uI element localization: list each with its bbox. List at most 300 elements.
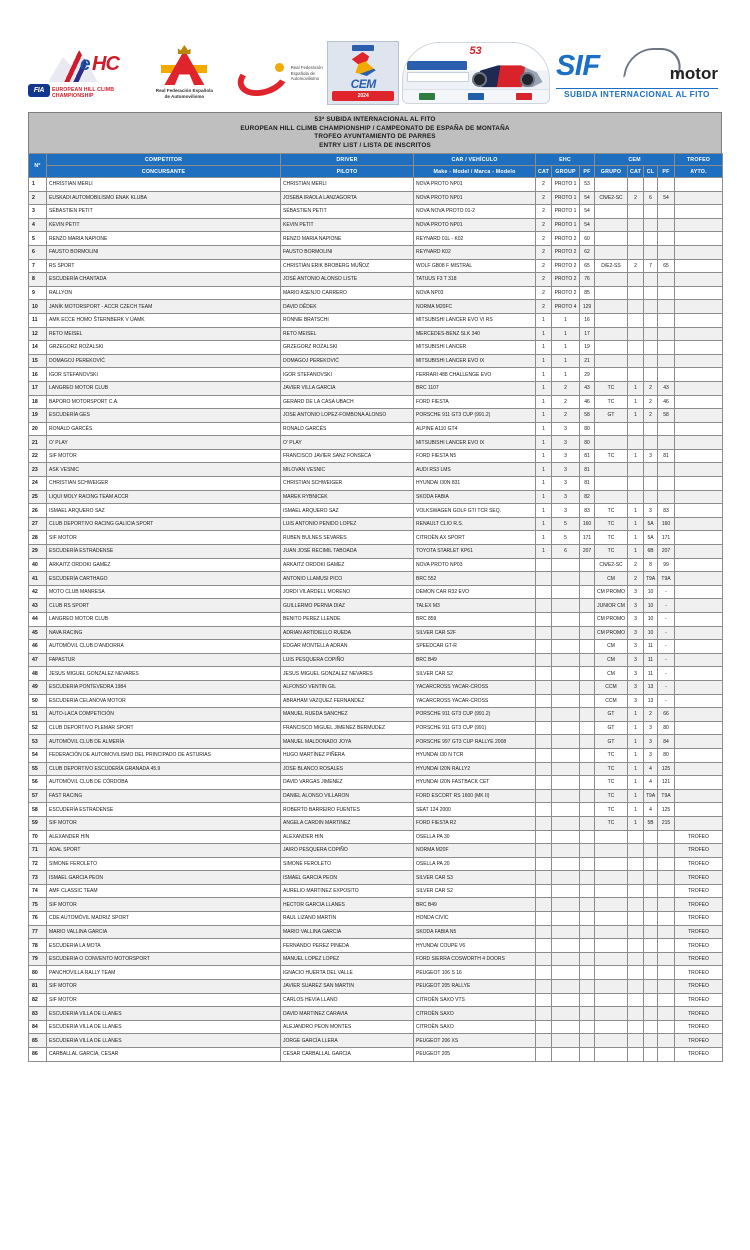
cell-cem-cat: 2 bbox=[628, 558, 644, 572]
cell-n: 80 bbox=[29, 966, 47, 980]
cell-cem-cl bbox=[644, 1048, 658, 1062]
cell-cem-grupo bbox=[595, 830, 628, 844]
cell-n: 40 bbox=[29, 558, 47, 572]
cell-cem-cat bbox=[628, 844, 644, 858]
cell-competitor: ISMAEL ARQUERO SAZ bbox=[47, 504, 281, 518]
swoosh-icon bbox=[233, 54, 293, 102]
entry-list-table bbox=[28, 153, 723, 1062]
cell-cem-cat: 1 bbox=[628, 504, 644, 518]
cell-trofeo: TROFEO bbox=[675, 884, 723, 898]
cell-competitor: AUTOMÒVIL CLUB D'ANDORRA bbox=[47, 640, 281, 654]
cell-ehc-group: 2 bbox=[552, 395, 580, 409]
cell-n: 18 bbox=[29, 395, 47, 409]
cem-badge-year: 2024 bbox=[357, 93, 369, 99]
cell-competitor: AUTOMÓVIL CLUB DE ALMERÍA bbox=[47, 735, 281, 749]
cell-cem-cat bbox=[628, 898, 644, 912]
cell-trofeo bbox=[675, 517, 723, 531]
cell-competitor: JESUS MIGUEL GONZALEZ NEVARES bbox=[47, 667, 281, 681]
swoosh-dot-icon bbox=[275, 63, 284, 72]
cell-driver: IGOR STEFANOVSKI bbox=[281, 368, 414, 382]
cell-driver: JOSE BLANCO ROSALES bbox=[281, 762, 414, 776]
cell-cem-grupo bbox=[595, 300, 628, 314]
cell-cem-pf: 171 bbox=[658, 531, 675, 545]
cell-ehc-pf: 81 bbox=[580, 477, 595, 491]
cell-n: 6 bbox=[29, 245, 47, 259]
cell-car: AUDI RS3 LMS bbox=[414, 463, 536, 477]
cell-cem-grupo bbox=[595, 1007, 628, 1021]
cell-competitor: CLUB DEPORTIVO ESCUDERÍA GRANADA 45.9 bbox=[47, 762, 281, 776]
table-row bbox=[29, 844, 723, 858]
cell-ehc-cat bbox=[536, 613, 552, 627]
cell-ehc-pf bbox=[580, 721, 595, 735]
cell-trofeo: TROFEO bbox=[675, 1007, 723, 1021]
cell-ehc-cat bbox=[536, 1007, 552, 1021]
cell-cem-cat bbox=[628, 218, 644, 232]
cell-cem-pf: 80 bbox=[658, 721, 675, 735]
cell-driver: AURELIO MARTINEZ EXPOSITO bbox=[281, 884, 414, 898]
cell-cem-cat: 3 bbox=[628, 680, 644, 694]
cell-competitor: CLUB DEPORTIVO PLEMAR SPORT bbox=[47, 721, 281, 735]
cell-cem-grupo bbox=[595, 980, 628, 994]
cell-cem-cl: 6 bbox=[644, 191, 658, 205]
cell-cem-pf: - bbox=[658, 599, 675, 613]
cell-cem-pf bbox=[658, 844, 675, 858]
cell-cem-pf: - bbox=[658, 626, 675, 640]
cell-car: NOVA PROTO NP03 bbox=[414, 558, 536, 572]
cell-trofeo bbox=[675, 341, 723, 355]
cell-cem-cl: 5A bbox=[644, 517, 658, 531]
cell-car: HONDA CIVIC bbox=[414, 912, 536, 926]
cell-car: SKODA FABIA N5 bbox=[414, 925, 536, 939]
table-row bbox=[29, 966, 723, 980]
table-row bbox=[29, 748, 723, 762]
cell-trofeo bbox=[675, 409, 723, 423]
cell-driver: RENZO MARIA NAPIONE bbox=[281, 232, 414, 246]
cell-driver: JAVIER VILLA GARCIA bbox=[281, 381, 414, 395]
cell-n: 74 bbox=[29, 884, 47, 898]
cell-car: BRC B49 bbox=[414, 898, 536, 912]
table-row bbox=[29, 735, 723, 749]
cell-n: 21 bbox=[29, 436, 47, 450]
cell-cem-cl: 10 bbox=[644, 585, 658, 599]
cem-badge-bar bbox=[332, 91, 394, 101]
cem-wordmark: CEM bbox=[350, 77, 376, 91]
cell-car: BRC B49 bbox=[414, 653, 536, 667]
cell-ehc-cat: 2 bbox=[536, 218, 552, 232]
cell-cem-grupo: CN/E2-SC bbox=[595, 558, 628, 572]
cell-competitor: RETO MEISEL bbox=[47, 327, 281, 341]
federation-swoosh-logo bbox=[233, 53, 325, 93]
table-row bbox=[29, 313, 723, 327]
col-header-driver-en: DRIVER bbox=[281, 154, 414, 166]
cell-ehc-group: 3 bbox=[552, 463, 580, 477]
cell-cem-cl: 4 bbox=[644, 762, 658, 776]
cell-driver: ADRIAN ARTIDIELLO RUEDA bbox=[281, 626, 414, 640]
cell-driver: O' PLAY bbox=[281, 436, 414, 450]
cell-trofeo: TROFEO bbox=[675, 857, 723, 871]
cell-ehc-group: 3 bbox=[552, 477, 580, 491]
cell-ehc-group: 1 bbox=[552, 313, 580, 327]
cell-trofeo: TROFEO bbox=[675, 980, 723, 994]
cell-cem-grupo bbox=[595, 857, 628, 871]
cell-n: 25 bbox=[29, 490, 47, 504]
cell-cem-grupo bbox=[595, 939, 628, 953]
cell-competitor: ESCUDERIA VILLA DE LLANES bbox=[47, 1007, 281, 1021]
table-row bbox=[29, 762, 723, 776]
cell-n: 53 bbox=[29, 735, 47, 749]
cell-cem-pf: - bbox=[658, 694, 675, 708]
cell-ehc-cat bbox=[536, 626, 552, 640]
cell-ehc-pf bbox=[580, 1048, 595, 1062]
cell-ehc-group bbox=[552, 776, 580, 790]
swoosh-caption: Real Federación Española de Automovilismo bbox=[290, 65, 323, 81]
cell-cem-cat bbox=[628, 830, 644, 844]
cell-car: MITSUBISHI LANCER EVO IX bbox=[414, 354, 536, 368]
cem-top-bar bbox=[352, 45, 374, 51]
cell-cem-cl: 3 bbox=[644, 721, 658, 735]
table-row bbox=[29, 504, 723, 518]
cell-cem-grupo: CCM bbox=[595, 680, 628, 694]
cell-cem-cat: 2 bbox=[628, 259, 644, 273]
cell-ehc-cat: 2 bbox=[536, 205, 552, 219]
cell-cem-grupo: CM PROMO bbox=[595, 613, 628, 627]
cell-cem-grupo: TC bbox=[595, 776, 628, 790]
table-row bbox=[29, 409, 723, 423]
cell-cem-cl: 3 bbox=[644, 735, 658, 749]
cell-ehc-cat bbox=[536, 993, 552, 1007]
cell-cem-cl bbox=[644, 952, 658, 966]
cell-cem-grupo: TC bbox=[595, 531, 628, 545]
cell-competitor: CDE AUTOMÓVIL MADRIZ SPORT bbox=[47, 912, 281, 926]
cell-cem-pf: - bbox=[658, 667, 675, 681]
table-row bbox=[29, 871, 723, 885]
table-row bbox=[29, 558, 723, 572]
cell-trofeo bbox=[675, 613, 723, 627]
cell-competitor: ESCUDERÍA ESTRADENSE bbox=[47, 803, 281, 817]
cell-ehc-pf: 17 bbox=[580, 327, 595, 341]
cell-cem-cat: 1 bbox=[628, 748, 644, 762]
cell-ehc-pf: 129 bbox=[580, 300, 595, 314]
cell-ehc-group bbox=[552, 599, 580, 613]
cell-trofeo bbox=[675, 381, 723, 395]
sif-wordmark: SIF bbox=[555, 50, 600, 82]
cell-ehc-group bbox=[552, 558, 580, 572]
cell-driver: JORGE GARCÍA LLERA bbox=[281, 1034, 414, 1048]
cell-cem-cat bbox=[628, 1034, 644, 1048]
cell-competitor: SIF MOTOR bbox=[47, 531, 281, 545]
cell-n: 55 bbox=[29, 762, 47, 776]
cell-n: 52 bbox=[29, 721, 47, 735]
cell-car: MITSUBISHI LANCER bbox=[414, 341, 536, 355]
cell-ehc-pf bbox=[580, 599, 595, 613]
cell-trofeo bbox=[675, 354, 723, 368]
title-line-trophy: TROFEO AYUNTAMIENTO DE PARRES bbox=[314, 133, 436, 141]
cell-cem-grupo bbox=[595, 354, 628, 368]
cell-competitor: O' PLAY bbox=[47, 436, 281, 450]
cell-ehc-group: 3 bbox=[552, 422, 580, 436]
cell-ehc-pf: 60 bbox=[580, 232, 595, 246]
cell-competitor: IGOR STEFANOVSKI bbox=[47, 368, 281, 382]
cell-competitor: ESCUDERÍA CHANTADA bbox=[47, 273, 281, 287]
cell-competitor: ESCUDERIA O CONVENTO MOTORSPORT bbox=[47, 952, 281, 966]
cell-ehc-group: PROTO 1 bbox=[552, 218, 580, 232]
cell-ehc-pf: 171 bbox=[580, 531, 595, 545]
table-row bbox=[29, 694, 723, 708]
cell-n: 41 bbox=[29, 572, 47, 586]
cell-trofeo bbox=[675, 449, 723, 463]
cell-cem-cl bbox=[644, 341, 658, 355]
cell-car: RENAULT CLIO R.S. bbox=[414, 517, 536, 531]
cell-cem-cat bbox=[628, 313, 644, 327]
cell-ehc-cat bbox=[536, 898, 552, 912]
cell-cem-grupo: GT bbox=[595, 708, 628, 722]
cell-cem-cl bbox=[644, 205, 658, 219]
cell-driver: JOSÉ ANTONIO ALONSO LISTE bbox=[281, 273, 414, 287]
cell-competitor: SIF MOTOR bbox=[47, 816, 281, 830]
cell-cem-pf bbox=[658, 313, 675, 327]
cell-cem-cat: 1 bbox=[628, 721, 644, 735]
cell-cem-pf bbox=[658, 925, 675, 939]
cell-ehc-group: PROTO 2 bbox=[552, 245, 580, 259]
cell-n: 47 bbox=[29, 653, 47, 667]
cell-n: 50 bbox=[29, 694, 47, 708]
cell-ehc-cat: 1 bbox=[536, 545, 552, 559]
cell-cem-grupo bbox=[595, 341, 628, 355]
cell-driver: FRANCISCO JAVIER SANZ FONSECA bbox=[281, 449, 414, 463]
cell-trofeo: TROFEO bbox=[675, 993, 723, 1007]
cell-n: 4 bbox=[29, 218, 47, 232]
cell-driver: HECTOR GARCIA LLANES bbox=[281, 898, 414, 912]
cell-car: PEUGEOT 205 bbox=[414, 1048, 536, 1062]
cell-cem-cat: 1 bbox=[628, 789, 644, 803]
cell-ehc-cat bbox=[536, 844, 552, 858]
cell-ehc-pf bbox=[580, 844, 595, 858]
cell-car: PEUGEOT 206 XS bbox=[414, 1034, 536, 1048]
cell-trofeo bbox=[675, 572, 723, 586]
cell-ehc-group: PROTO 2 bbox=[552, 273, 580, 287]
col-header-trofeo: TROFEO bbox=[675, 154, 723, 166]
cell-cem-pf bbox=[658, 912, 675, 926]
cell-trofeo bbox=[675, 803, 723, 817]
cell-trofeo bbox=[675, 273, 723, 287]
cell-ehc-pf bbox=[580, 993, 595, 1007]
cell-car: NOVA PROTO NP01 bbox=[414, 178, 536, 192]
col-header-cem-cl: CL bbox=[644, 166, 658, 178]
cell-competitor: RALLYON bbox=[47, 286, 281, 300]
cell-cem-cat bbox=[628, 368, 644, 382]
cell-competitor: KEVIN PETIT bbox=[47, 218, 281, 232]
cell-competitor: SIF MOTOR bbox=[47, 898, 281, 912]
cell-competitor: SIMONE FEROLETO bbox=[47, 857, 281, 871]
cell-trofeo: TROFEO bbox=[675, 830, 723, 844]
cell-cem-cat: 3 bbox=[628, 640, 644, 654]
cell-ehc-group: 5 bbox=[552, 517, 580, 531]
table-row bbox=[29, 531, 723, 545]
cell-cem-pf bbox=[658, 300, 675, 314]
cell-cem-pf bbox=[658, 341, 675, 355]
cell-ehc-pf bbox=[580, 572, 595, 586]
cell-ehc-group: 5 bbox=[552, 531, 580, 545]
cell-trofeo bbox=[675, 205, 723, 219]
cell-car: MERCEDES-BENZ SLK 340 bbox=[414, 327, 536, 341]
cell-ehc-cat: 1 bbox=[536, 313, 552, 327]
cell-n: 17 bbox=[29, 381, 47, 395]
cell-car: CITROËN SAXO bbox=[414, 1020, 536, 1034]
cell-ehc-group bbox=[552, 613, 580, 627]
cell-ehc-cat bbox=[536, 599, 552, 613]
cell-n: 58 bbox=[29, 803, 47, 817]
table-row bbox=[29, 368, 723, 382]
cell-competitor: GRZEGORZ ROŻALSKI bbox=[47, 341, 281, 355]
cell-cem-cl bbox=[644, 1007, 658, 1021]
cell-cem-pf: 43 bbox=[658, 381, 675, 395]
cell-ehc-group bbox=[552, 1020, 580, 1034]
cell-cem-cat: 3 bbox=[628, 599, 644, 613]
sif-motor-text: motor bbox=[669, 64, 718, 83]
cell-ehc-group bbox=[552, 816, 580, 830]
cell-cem-pf: 84 bbox=[658, 735, 675, 749]
cell-car: HYUNDAI I20N RALLY2 bbox=[414, 762, 536, 776]
cell-cem-pf: - bbox=[658, 640, 675, 654]
cell-driver: ANGELA CARDIN MARTINEZ bbox=[281, 816, 414, 830]
cell-driver: CARLOS HEVIA LLANO bbox=[281, 993, 414, 1007]
cell-ehc-pf: 53 bbox=[580, 178, 595, 192]
cell-cem-grupo: GT bbox=[595, 409, 628, 423]
cell-cem-cl bbox=[644, 218, 658, 232]
cell-cem-pf: - bbox=[658, 653, 675, 667]
cell-cem-grupo bbox=[595, 313, 628, 327]
cell-driver: JOSEBA IRAOLA LANZAGORTA bbox=[281, 191, 414, 205]
cell-cem-cl: 13 bbox=[644, 694, 658, 708]
title-line-championship: EUROPEAN HILL CLIMB CHAMPIONSHIP / CAMPEONATO DE ESPAÑA DE MONTAÑA bbox=[240, 124, 510, 132]
cell-ehc-group bbox=[552, 980, 580, 994]
cell-driver: DAVID MARTINEZ CARAVIA bbox=[281, 1007, 414, 1021]
cell-ehc-pf: 43 bbox=[580, 381, 595, 395]
rfeda-caption: Real Federación Española de Automovilismo bbox=[155, 88, 213, 99]
cell-car: SKODA FABIA bbox=[414, 490, 536, 504]
table-row bbox=[29, 191, 723, 205]
table-row bbox=[29, 422, 723, 436]
cell-trofeo bbox=[675, 286, 723, 300]
table-row bbox=[29, 517, 723, 531]
cell-driver: LUIS ANTONIO PENIDO LOPEZ bbox=[281, 517, 414, 531]
cell-car: REYNARD 01L - K02 bbox=[414, 232, 536, 246]
cell-ehc-pf: 160 bbox=[580, 517, 595, 531]
sif-subtitle: SUBIDA INTERNACIONAL AL FITO bbox=[564, 90, 710, 99]
table-row bbox=[29, 354, 723, 368]
cell-n: 75 bbox=[29, 898, 47, 912]
cell-ehc-cat bbox=[536, 721, 552, 735]
ehc-subtitle: EUROPEAN HILL CLIMB CHAMPIONSHIP bbox=[52, 87, 115, 99]
cell-cem-cat bbox=[628, 354, 644, 368]
cell-trofeo bbox=[675, 694, 723, 708]
cell-car: BRC 552 bbox=[414, 572, 536, 586]
cell-cem-pf bbox=[658, 273, 675, 287]
cell-cem-pf bbox=[658, 327, 675, 341]
col-header-ehc: EHC bbox=[536, 154, 595, 166]
cell-trofeo: TROFEO bbox=[675, 952, 723, 966]
cell-cem-cat: 1 bbox=[628, 545, 644, 559]
cell-ehc-pf: 16 bbox=[580, 313, 595, 327]
cell-competitor: AUTO-LACA COMPETICIÓN bbox=[47, 708, 281, 722]
cell-n: 59 bbox=[29, 816, 47, 830]
cell-ehc-group bbox=[552, 952, 580, 966]
cell-cem-pf: 83 bbox=[658, 504, 675, 518]
cell-ehc-cat bbox=[536, 735, 552, 749]
cell-cem-cl: 10 bbox=[644, 626, 658, 640]
cell-cem-cl bbox=[644, 966, 658, 980]
cell-car: FERRARI 488 CHALLENGE EVO bbox=[414, 368, 536, 382]
cell-car: PORSCHE 997 GT3 CUP RALLYE 2008 bbox=[414, 735, 536, 749]
cell-competitor: SIF MOTOR bbox=[47, 980, 281, 994]
cell-trofeo bbox=[675, 300, 723, 314]
cell-cem-grupo: TC bbox=[595, 789, 628, 803]
cell-cem-pf bbox=[658, 218, 675, 232]
table-row bbox=[29, 245, 723, 259]
cell-ehc-pf bbox=[580, 667, 595, 681]
cell-n: 22 bbox=[29, 449, 47, 463]
fia-ehc-logo bbox=[28, 48, 136, 98]
col-header-car-es: Make - Model / Marca - Modelo bbox=[414, 166, 536, 178]
cell-competitor: RENZO MARIA NAPIONE bbox=[47, 232, 281, 246]
cell-ehc-cat bbox=[536, 680, 552, 694]
cell-ehc-cat: 1 bbox=[536, 368, 552, 382]
cell-ehc-pf bbox=[580, 925, 595, 939]
cell-cem-grupo bbox=[595, 245, 628, 259]
cell-ehc-pf bbox=[580, 816, 595, 830]
cell-driver: SÉBASTIEN PETIT bbox=[281, 205, 414, 219]
cell-n: 71 bbox=[29, 844, 47, 858]
cell-driver: JAVIER SUAREZ SAN MARTIN bbox=[281, 980, 414, 994]
cell-cem-pf: - bbox=[658, 585, 675, 599]
cell-ehc-pf bbox=[580, 748, 595, 762]
cell-n: 27 bbox=[29, 517, 47, 531]
cell-driver: CHRISTIAN MERLI bbox=[281, 178, 414, 192]
cell-cem-pf: 207 bbox=[658, 545, 675, 559]
cell-ehc-group bbox=[552, 884, 580, 898]
cell-ehc-pf bbox=[580, 789, 595, 803]
cell-ehc-cat: 1 bbox=[536, 531, 552, 545]
cell-competitor: ALEXANDER HIN bbox=[47, 830, 281, 844]
cell-cem-cat bbox=[628, 286, 644, 300]
cell-car: SPEEDCAR GT-R bbox=[414, 640, 536, 654]
cell-ehc-pf: 85 bbox=[580, 286, 595, 300]
cell-ehc-group bbox=[552, 912, 580, 926]
cell-ehc-pf: 19 bbox=[580, 341, 595, 355]
cell-ehc-cat bbox=[536, 762, 552, 776]
cell-cem-pf: 125 bbox=[658, 762, 675, 776]
cell-ehc-group bbox=[552, 748, 580, 762]
cell-cem-cl: 3 bbox=[644, 748, 658, 762]
wheel-icon-front bbox=[472, 72, 487, 87]
cell-cem-pf bbox=[658, 463, 675, 477]
cell-driver: FERNANDO PEREZ PINEDA bbox=[281, 939, 414, 953]
cell-cem-grupo bbox=[595, 993, 628, 1007]
cell-trofeo bbox=[675, 422, 723, 436]
cell-ehc-pf: 58 bbox=[580, 409, 595, 423]
cell-cem-cl bbox=[644, 871, 658, 885]
cell-car: PEUGEOT 106 S 16 bbox=[414, 966, 536, 980]
cell-driver: RONNIE BRATSCHI bbox=[281, 313, 414, 327]
cell-cem-cat: 1 bbox=[628, 517, 644, 531]
cell-driver: JORDI VILARDELL MORENO bbox=[281, 585, 414, 599]
cell-cem-cl: 5A bbox=[644, 531, 658, 545]
cell-cem-cat bbox=[628, 463, 644, 477]
cell-ehc-cat bbox=[536, 1048, 552, 1062]
cell-competitor: FAUSTO BORMOLINI bbox=[47, 245, 281, 259]
cell-cem-cat bbox=[628, 436, 644, 450]
cell-driver: CESAR CARBALLAL GARCIA bbox=[281, 1048, 414, 1062]
